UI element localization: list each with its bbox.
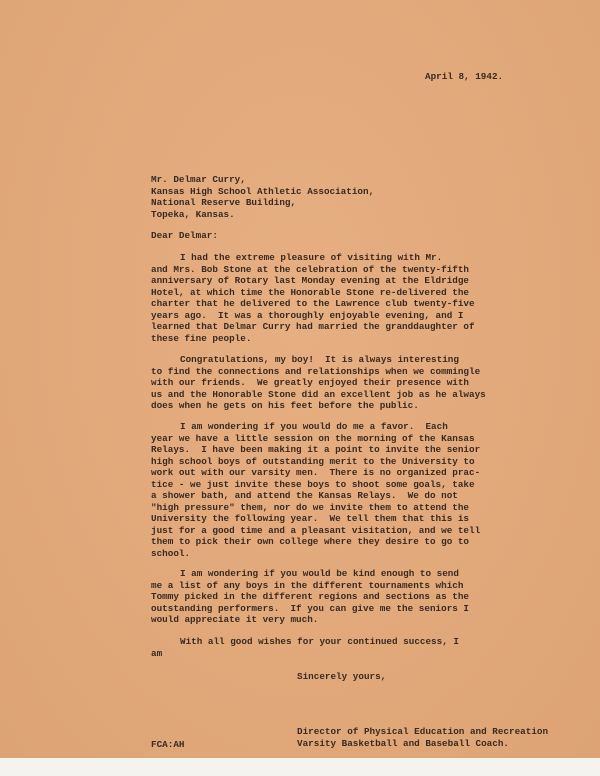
- text-line: work out with our varsity men. There is no organized prac-: [151, 467, 481, 478]
- title-line: Director of Physical Education and Recreation: [297, 726, 549, 737]
- title-line: Varsity Basketball and Baseball Coach.: [297, 737, 510, 749]
- paragraph-4: [151, 568, 469, 626]
- text-line: to find the connections and relationships when we commingle: [151, 365, 481, 377]
- text-line: us and the Honorable Stone did an excellent job as he always: [151, 388, 486, 400]
- text-line: Tommy picked in the different regions and sections as the: [151, 591, 470, 602]
- address-line: Topeka, Kansas.: [151, 208, 235, 220]
- text-line: "high pressure" them, nor do we invite them to attend the: [151, 501, 470, 513]
- paragraph-3: [151, 421, 480, 559]
- paragraph-1: [151, 252, 475, 344]
- text-line: would appreciate it very much.: [151, 614, 319, 625]
- text-line: and Mrs. Bob Stone at the celebration of the twenty-fifth: [151, 263, 470, 275]
- text-line: I am wondering if you would be kind enough to send: [180, 568, 459, 579]
- text-line: tice - we just invite these boys to shoot some goals, take: [151, 478, 475, 490]
- recipient-address: [151, 174, 374, 220]
- text-line: am: [151, 647, 163, 659]
- text-line: Relays. I have been making it a point to invite the senior: [151, 444, 481, 455]
- text-line: does when he gets on his feet before the public.: [151, 400, 419, 411]
- address-line: Kansas High School Athletic Association,: [151, 185, 375, 197]
- text-line: just for a good time and a pleasant visitation, and we tell: [151, 524, 481, 536]
- text-line: outstanding performers. If you can give me the seniors I: [151, 602, 470, 614]
- text-line: With all good wishes for your continued success, I: [180, 636, 459, 647]
- text-line: charter that he delivered to the Lawrence club twenty-five: [151, 298, 475, 309]
- text-line: learned that Delmar Curry had married the granddaughter of: [151, 321, 475, 332]
- address-line: Mr. Delmar Curry,: [151, 174, 246, 185]
- text-line: with our friends. We greatly enjoyed their presence with: [151, 377, 470, 388]
- text-line: anniversary of Rotary last Monday evening at the Eldridge: [151, 275, 470, 286]
- address-line: National Reserve Building,: [151, 197, 297, 208]
- paragraph-5: [151, 636, 459, 659]
- closing: Sincerely yours,: [297, 671, 387, 682]
- salutation: Dear Delmar:: [151, 230, 218, 241]
- text-line: Congratulations, my boy! It is always interesting: [180, 354, 459, 365]
- text-line: I had the extreme pleasure of visiting with Mr.: [180, 252, 443, 263]
- text-line: high school boys of outstanding merit to the University to: [151, 455, 475, 467]
- text-line: these fine people.: [151, 332, 252, 344]
- text-line: them to pick their own college where they desire to go to: [151, 536, 470, 547]
- text-line: a shower bath, and attend the Kansas Relays. We do not: [151, 490, 458, 501]
- text-line: I am wondering if you would do me a favor. Each: [180, 421, 448, 432]
- text-line: Hotel, at which time the Honorable Stone re-delivered the: [151, 286, 470, 298]
- text-line: school.: [151, 547, 191, 559]
- text-line: years ago. It was a thoroughly enjoyable evening, and I: [151, 309, 464, 321]
- signature-title: [297, 726, 548, 749]
- text-line: University the following year. We tell them that this is: [151, 513, 470, 524]
- paragraph-2: [151, 354, 486, 412]
- initials: FCA:AH: [151, 739, 185, 750]
- letter-date: April 8, 1942.: [425, 71, 504, 82]
- text-line: year we have a little session on the morning of the Kansas: [151, 432, 475, 444]
- text-line: me a list of any boys in the different tournaments which: [151, 579, 464, 591]
